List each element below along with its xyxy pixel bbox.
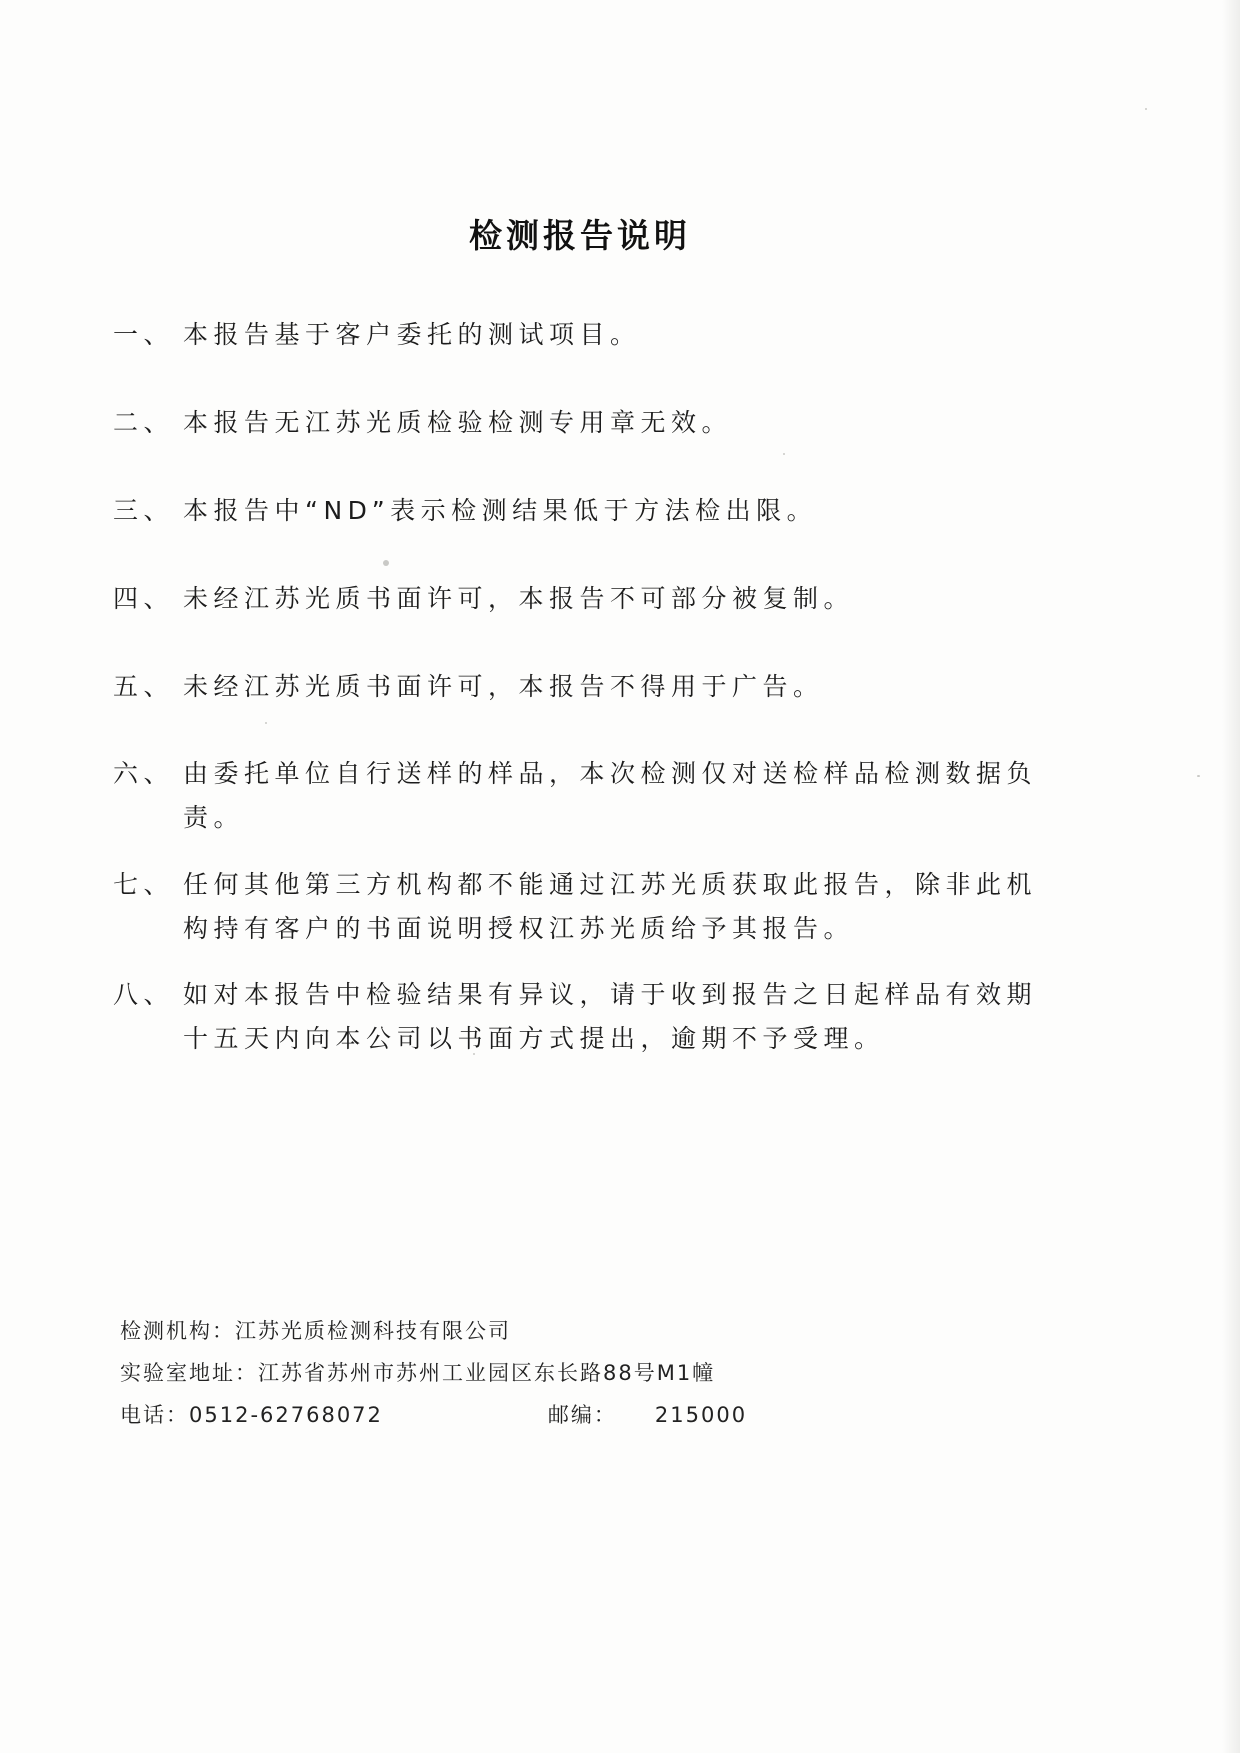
address-row	[120, 1352, 747, 1394]
phone-label: 电话：	[120, 1403, 189, 1427]
list-item	[113, 752, 1053, 840]
contact-row	[120, 1394, 747, 1436]
item-text: 未经江苏光质书面许可，本报告不可部分被复制。	[183, 584, 855, 613]
item-number: 五、	[113, 672, 175, 701]
item-number: 六、	[113, 759, 175, 788]
item-text: 未经江苏光质书面许可，本报告不得用于广告。	[183, 672, 824, 701]
org-row	[120, 1310, 747, 1352]
item-text: 如对本报告中检验结果有异议，请于收到报告之日起样品有效期十五天内向本公司以书面方式提出，逾期不予受理。	[183, 980, 1038, 1053]
org-label: 检测机构：	[120, 1319, 235, 1343]
page-title: 检测报告说明	[469, 216, 691, 255]
item-text: 本报告中“ND”表示检测结果低于方法检出限。	[183, 496, 818, 525]
list-item	[113, 577, 1053, 621]
list-item	[113, 973, 1053, 1061]
list-item	[113, 489, 1053, 533]
scan-speck	[1145, 108, 1147, 110]
scan-speck	[265, 722, 267, 724]
item-text: 由委托单位自行送样的样品，本次检测仅对送检样品检测数据负责。	[183, 759, 1038, 832]
item-number: 四、	[113, 584, 175, 613]
item-number: 三、	[113, 496, 175, 525]
scan-speck	[783, 453, 785, 455]
scan-speck	[1197, 775, 1200, 777]
item-number: 二、	[113, 408, 175, 437]
scan-speck	[383, 560, 389, 566]
list-item	[113, 401, 1053, 445]
item-number: 七、	[113, 870, 175, 899]
item-number: 八、	[113, 980, 175, 1009]
postal-label: 邮编：	[547, 1403, 617, 1427]
item-text: 本报告无江苏光质检验检测专用章无效。	[183, 408, 733, 437]
phone-value: 0512-62768072	[189, 1403, 383, 1427]
scan-edge-shade	[1222, 0, 1240, 1753]
address-label: 实验室地址：	[120, 1361, 258, 1385]
item-number: 一、	[113, 320, 175, 349]
address-value: 江苏省苏州市苏州工业园区东长路88号M1幢	[258, 1361, 716, 1385]
postal-value: 215000	[654, 1403, 748, 1427]
list-item	[113, 313, 1053, 357]
list-item	[113, 863, 1053, 951]
lab-info	[120, 1310, 747, 1436]
item-text: 本报告基于客户委托的测试项目。	[183, 320, 641, 349]
list-item	[113, 665, 1053, 709]
item-text: 任何其他第三方机构都不能通过江苏光质获取此报告，除非此机构持有客户的书面说明授权江苏光质给予其报告。	[183, 870, 1038, 943]
org-value: 江苏光质检测科技有限公司	[235, 1319, 511, 1343]
